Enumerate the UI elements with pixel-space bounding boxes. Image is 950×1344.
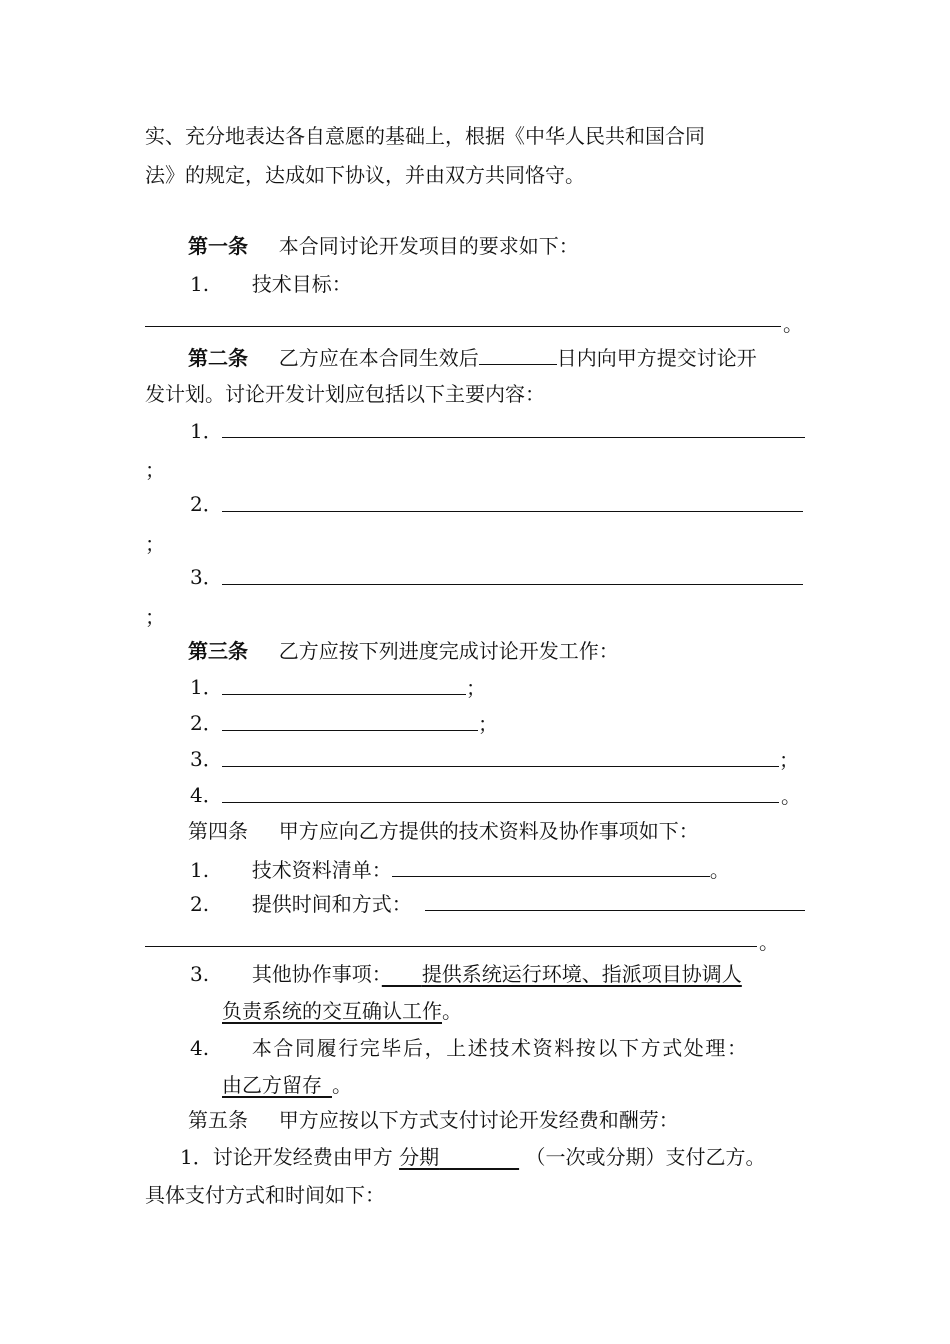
article-5-text: 甲方应按以下方式支付讨论开发经费和酬劳： — [278, 1108, 679, 1132]
filled-value: 分期 — [399, 1145, 440, 1169]
fill-blank-line[interactable] — [222, 802, 779, 803]
article-5-item-1 — [180, 1143, 765, 1171]
item-label: 技术目标： — [251, 272, 352, 296]
article-4-item-4-continued — [222, 1071, 352, 1099]
item-text: （一次或分期）支付乙方。 — [525, 1145, 766, 1169]
intro-line-2: 法》的规定，达成如下协议，并由双方共同恪守。 — [145, 163, 585, 187]
article-3-text: 乙方应按下列进度完成讨论开发工作： — [278, 639, 619, 663]
article-4-label: 第四条 — [188, 819, 248, 843]
article-2-item-3-number: 3． — [190, 565, 223, 589]
article-2-label: 第二条 — [188, 346, 248, 370]
item-number: 2. — [190, 892, 210, 916]
item-label: 技术资料清单： — [251, 858, 392, 882]
item-number: 3. — [190, 962, 210, 986]
item-number: 4. — [190, 1036, 210, 1060]
article-1-text: 本合同讨论开发项目的要求如下： — [278, 234, 579, 258]
item-text: 1．讨论开发经费由甲方 — [180, 1145, 393, 1169]
end-punctuation: ； — [145, 458, 165, 482]
article-5-label: 第五条 — [188, 1108, 248, 1132]
article-2-item-1-number: 1． — [190, 419, 223, 443]
article-3-label: 第三条 — [188, 639, 248, 663]
article-2-line-2: 发计划。讨论开发计划应包括以下主要内容： — [145, 382, 545, 406]
filled-value: 提供系统运行环境、指派项目协调人 — [421, 962, 742, 986]
fill-blank-line[interactable] — [392, 854, 710, 877]
fill-blank-line[interactable] — [145, 326, 781, 327]
article-3-item-3-number: 3． — [190, 747, 223, 771]
article-4-heading — [188, 817, 699, 845]
article-4-item-4 — [190, 1034, 749, 1062]
fill-blank-line[interactable] — [222, 730, 478, 731]
item-number: 1. — [190, 272, 210, 296]
end-punctuation: 。 — [759, 930, 779, 954]
fill-blank-line[interactable] — [145, 946, 757, 947]
article-4-text: 甲方应向乙方提供的技术资料及协作事项如下： — [278, 819, 699, 843]
article-3-item-2-number: 2． — [190, 711, 223, 735]
end-punctuation: 。 — [709, 858, 730, 882]
end-punctuation: 。 — [783, 312, 803, 336]
end-punctuation: ； — [145, 605, 165, 629]
article-4-item-2 — [190, 890, 412, 918]
article-1-heading — [188, 232, 579, 260]
end-punctuation: ； — [478, 712, 498, 736]
fill-blank-line[interactable] — [222, 437, 805, 438]
item-label: 其他协作事项： — [251, 962, 382, 986]
article-1-item-1 — [190, 270, 352, 298]
fill-blank-line[interactable] — [425, 910, 805, 911]
item-number: 1. — [190, 858, 210, 882]
end-punctuation: ； — [145, 532, 165, 556]
article-4-item-3-continued — [222, 997, 462, 1025]
article-3-heading — [188, 637, 619, 665]
end-punctuation: 。 — [442, 999, 462, 1023]
fill-blank-line[interactable] — [222, 766, 779, 767]
article-2-heading — [188, 342, 757, 370]
article-5-line-2: 具体支付方式和时间如下： — [145, 1183, 385, 1207]
filled-value: 由乙方留存 — [222, 1073, 322, 1097]
end-punctuation: 。 — [781, 784, 801, 808]
item-label: 本合同履行完毕后，上述技术资料按以下方式处理： — [251, 1036, 749, 1060]
article-3-item-1-number: 1． — [190, 675, 223, 699]
article-1-label: 第一条 — [188, 234, 248, 258]
fill-blank-line[interactable] — [222, 511, 803, 512]
days-blank[interactable] — [479, 342, 557, 365]
article-2-item-2-number: 2． — [190, 492, 223, 516]
article-4-item-1 — [190, 854, 730, 882]
filled-value: 负责系统的交互确认工作 — [222, 999, 442, 1023]
article-3-item-4-number: 4． — [190, 783, 223, 807]
article-2-text-after: 日内向甲方提交讨论开 — [556, 346, 757, 370]
fill-blank-line[interactable] — [222, 694, 466, 695]
end-punctuation: ； — [779, 748, 799, 772]
article-5-heading — [188, 1106, 679, 1134]
article-2-text-before: 乙方应在本合同生效后 — [278, 346, 479, 370]
fill-blank-line[interactable] — [222, 584, 803, 585]
end-punctuation: ； — [466, 676, 486, 700]
intro-line-1: 实、充分地表达各自意愿的基础上，根据《中华人民共和国合同 — [145, 124, 705, 148]
article-4-item-3 — [190, 960, 742, 988]
item-label: 提供时间和方式： — [251, 892, 412, 916]
end-punctuation: 。 — [332, 1073, 352, 1097]
